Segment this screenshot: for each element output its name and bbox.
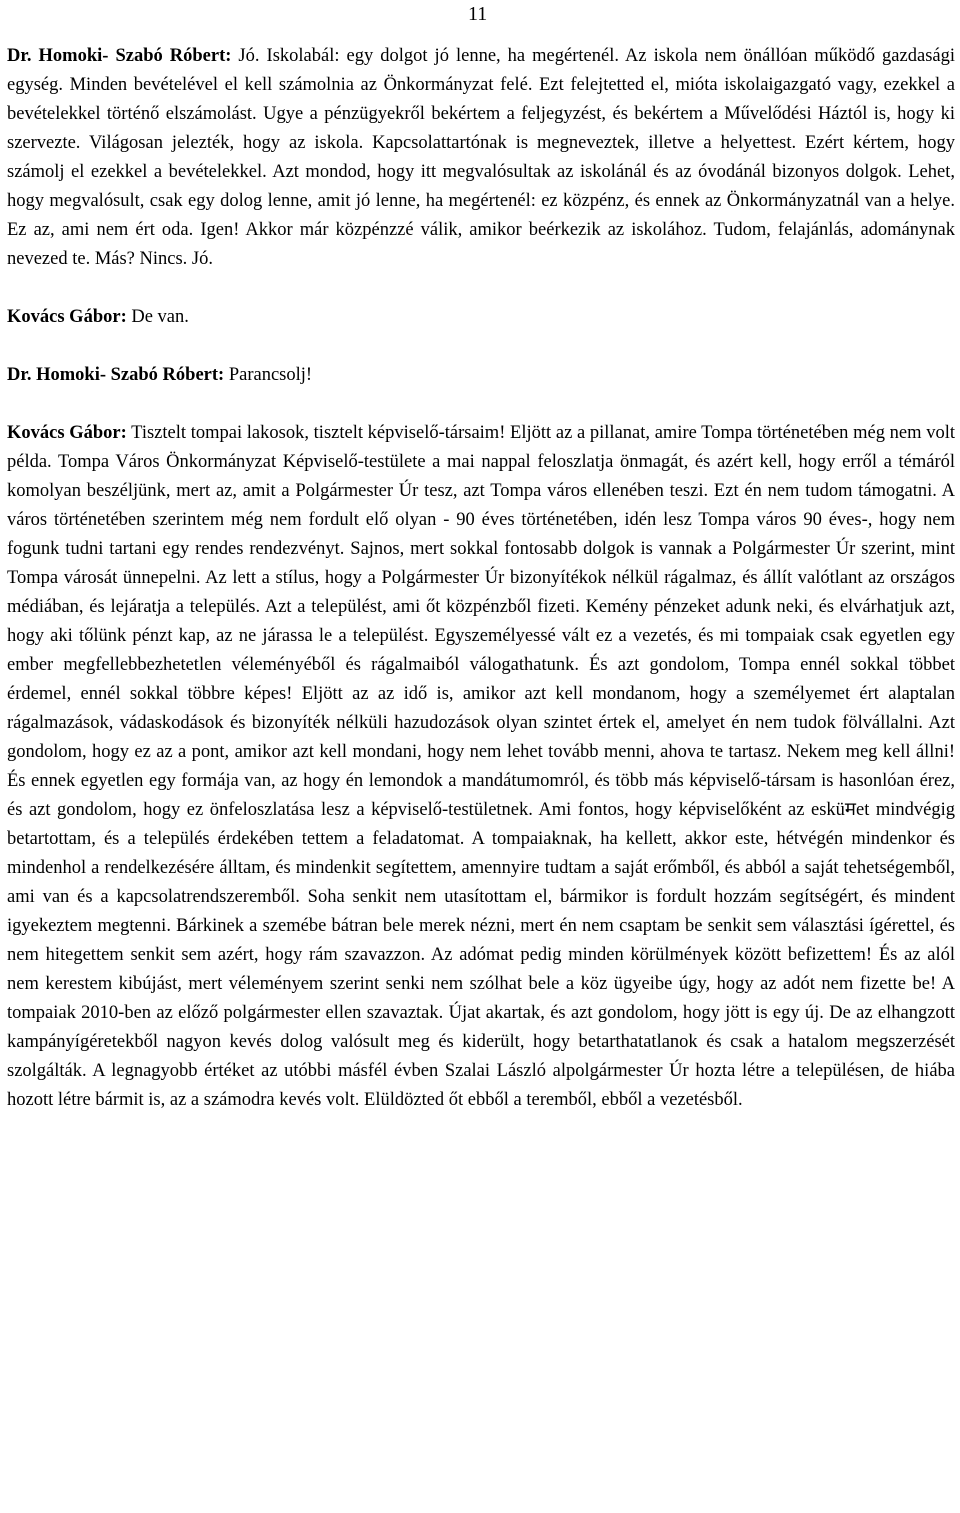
speaker-name: Kovács Gábor: [7,423,127,443]
paragraph [7,303,955,332]
paragraph-text: De van. [126,307,189,327]
paragraph-text: Parancsolj! [224,365,313,385]
paragraph [7,42,955,274]
speaker-name: Kovács Gábor: [7,307,127,327]
speaker-name: Dr. Homoki- Szabó Róbert: [7,46,232,66]
paragraph-text: Tisztelt tompai lakosok, tisztelt képviselő-társaim! Eljött az a pillanat, amire Tompa történetében még nem volt példa. Tompa Város Önkormányzat Képviselő-testülete a mai nappal feloszlatja önmagát, és azért kell, hogy erről a témáról komolyan beszéljünk, mert az, amit a Polgármester Úr tesz, azt Tompa város ellenében teszi. Ezt én nem tudom támogatni. A város történetében szerintem még nem fordult elő olyan - 90 éves történetében, idén lesz Tompa város 90 éves-, hogy nem fogunk tudni tartani egy rendes rendezvényt. Sajnos, mert sokkal fontosabb dolgok is vannak a Polgármester Úr szerint, mint Tompa városát ünnepelni. Az lett a stílus, hogy a Polgármester Úr bizonyítékok nélkül rágalmaz, és állít valótlant az országos médiában, és lejáratja a település. Azt a települést, ami őt közpénzből fizeti. Kemény pénzeket adunk neki, és elvárhatjuk azt, hogy aki tőlünk pénzt kap, az ne járassa le a települést. Egyszemélyessé vált ez a vezetés, és mi tompaiak csak egyetlen egy ember megfellebbezhetetlen véleményéből és rágalmaiból válogathatunk. És azt gondolom, Tompa ennél sokkal többet érdemel, ennél sokkal többre képes! Eljött az az idő is, amikor azt kell mondanom, hogy a személyemet ért alaptalan rágalmazások, vádaskodások és bizonyíték nélküli hazudozások olyan szintet értek el, amelyet én nem tudok fölvállalni. Azt gondolom, hogy ez az a pont, amikor azt kell mondani, hogy nem lehet tovább menni, ahova te tartasz. Nekem meg kell állni! És ennek egyetlen egy formája van, az hogy én lemondok a mandátumomról, és több más képviselő-társam is hasonlóan érez, és azt gondolom, hogy ez önfeloszlatása lesz a képviselő-testületnek. Ami fontos, hogy képviselőként az esküमet mindvégig betartottam, és a település érdekében tettem a feladatomat. A tompaiaknak, ha kellett, akkor este, hétvégén mindenkor és mindenhol a rendelkezésére álltam, és mindenkit segítettem, amennyire tudtam a saját erőmből, és abból a saját tehetségemből, ami van és a kapcsolatrendszeremből. Soha senkit nem utasítottam el, bármikor is fordult hozzám segítségért, és mindent igyekeztem megtenni. Bárkinek a szemébe bátran bele merek nézni, mert én nem csaptam be senkit sem választási ígérettel, és nem hitegettem senkit sem azért, hogy rám szavazzon. Az adómat pedig minden körülmények között befizettem! És az alól nem kerestem kibújást, mert véleményem szerint senki nem szólhat bele a köz ügyeibe úgy, hogy az adót nem fizette be! A tompaiak 2010-ben az előző polgármester ellen szavaztak. Újat akartak, és azt gondolom, hogy jött is egy új. De az elhangzott kampányígéretekből nagyon kevés dolog valósult meg és kiderült, hogy betarthatatlanok és csak a hatalom megszerzését szolgálták. A legnagyobb értéket az utóbbi másfél évben Szalai László alpolgármester Úr hozta létre a településen, de hiába hozott létre bármit is, az a számodra kevés volt. Elüldözted őt ebből a teremből, ebből a vezetésből. [7,423,955,1110]
page-number: 11 [468,3,488,25]
paragraph [7,419,955,1115]
paragraph-text: Jó. Iskolabál: egy dolgot jó lenne, ha megértenél. Az iskola nem önállóan működő gazdasági egység. Minden bevételével el kell számolnia az Önkormányzat felé. Ezt felejtetted el, mióta iskolaigazgató vagy, ezekkel a bevételekkel történő elszámolást. Ugye a pénzügyekről bekértem a feljegyzést, és bekértem a Művelődési Háztól is, hogy ki szervezte. Világosan jelezték, hogy az iskola. Kapcsolattartónak is megneveztek, illetve a helyettest. Ezért kértem, hogy számolj el ezekkel a bevételekkel. Azt mondod, hogy itt megvalósultak az iskolánál és az óvodánál bizonyos dolgok. Lehet, hogy megvalósult, csak egy dolog lenne, amit jó lenne, ha megértenél: ez közpénz, és ennek az Önkormányzatnál van a helye. Ez az, ami nem ért oda. Igen! Akkor már közpénzzé válik, amikor beérkezik az iskolához. Tudom, felajánlás, adománynak nevezed te. Más? Nincs. Jó. [7,46,955,269]
document-body [7,42,955,1144]
paragraph [7,361,955,390]
speaker-name: Dr. Homoki- Szabó Róbert: [7,365,225,385]
